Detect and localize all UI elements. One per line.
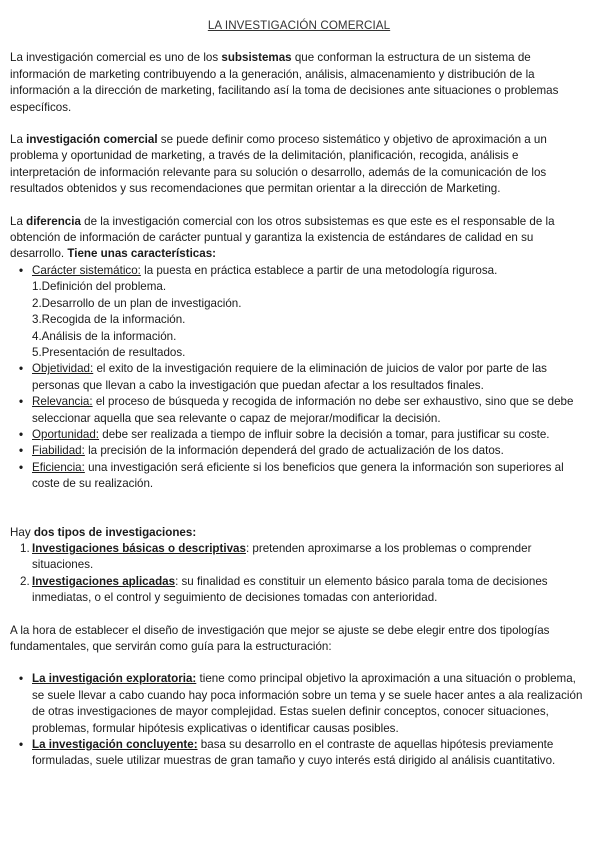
- bold-term: Tiene unas características:: [67, 247, 217, 261]
- step-item: 1.Definición del problema.: [32, 280, 167, 294]
- paragraph-design-intro: A la hora de establecer el diseño de investigación que mejor se ajuste se debe elegir entre dos tipologías fundamentales, que servirán como guía para la estructuración:: [10, 623, 550, 653]
- type-text: : pretenden aproximarse a los problemas o comprender situaciones.: [32, 541, 532, 572]
- type-text: : su finalidad es constituir un elemento básico parala toma de decisiones inmediatas, o el control y seguimiento de decisiones tomadas con anterioridad.: [32, 574, 548, 605]
- spacer: [10, 493, 588, 525]
- text: de la investigación comercial con los otros subsistemas es que este es el responsable de la obtención de información de carácter puntual y garantiza la existencia de estándares de calidad en su desarrollo.: [10, 214, 555, 261]
- designs-list: [10, 671, 588, 769]
- design-term: La investigación exploratoria:: [32, 672, 197, 686]
- list-item: [32, 460, 588, 493]
- characteristic-text: la precisión de la información dependerá del grado de actualización de los datos.: [84, 444, 504, 458]
- design-text: basa su desarrollo en el contraste de aquellas hipótesis previamente formuladas, suele utilizar muestras de gran tamaño y cuyo interés está dirigido al análisis cuantitativo.: [32, 738, 556, 768]
- type-term: Investigaciones básicas o descriptivas: [32, 541, 246, 555]
- paragraph-types-intro: [10, 525, 588, 541]
- characteristic-term: Oportunidad:: [32, 427, 100, 441]
- text: se puede definir como proceso sistemático y objetivo de aproximación a un problema y oportunidad de marketing, a través de la delimitación, planificación, recogida, análisis e interpretación de información relevante para su solución o desarrollo, además de la comunicación de los resultados obtenidos y sus recomendaciones que permitan orientar a la dirección de Marketing.: [10, 133, 547, 196]
- text: La investigación comercial es uno de los: [10, 51, 222, 65]
- characteristic-text: una investigación será eficiente si los beneficios que genera la información son superiores al coste de su realización.: [32, 460, 564, 491]
- bold-term: subsistemas: [221, 51, 292, 65]
- list-item: [32, 394, 588, 427]
- step-item: 2.Desarrollo de un plan de investigación.: [32, 296, 242, 310]
- characteristic-term: Eficiencia:: [32, 460, 85, 474]
- characteristic-text: debe ser realizada a tiempo de influir sobre la decisión a tomar, para justificar su coste.: [99, 427, 550, 441]
- characteristics-list: [10, 263, 588, 493]
- bold-term: investigación comercial: [26, 133, 158, 147]
- paragraph-difference: [10, 214, 588, 263]
- characteristic-term: Carácter sistemático:: [32, 263, 141, 277]
- list-item: [20, 574, 588, 607]
- list-item: [32, 737, 588, 770]
- spacer: [10, 655, 588, 671]
- text: La: [10, 133, 27, 147]
- list-item: [32, 263, 588, 361]
- characteristic-term: Fiabilidad:: [32, 444, 85, 458]
- bold-term: dos tipos de investigaciones:: [33, 525, 197, 539]
- types-list: [10, 541, 588, 607]
- step-item: 4.Análisis de la información.: [32, 329, 177, 343]
- characteristic-term: Relevancia:: [32, 395, 93, 409]
- list-item: [32, 361, 588, 394]
- step-item: 5.Presentación de resultados.: [32, 345, 186, 359]
- text: Hay: [10, 525, 34, 539]
- paragraph-definition: [10, 132, 588, 198]
- list-item: [32, 671, 588, 737]
- text: que conforman la estructura de un sistema de información de marketing contribuyendo a la generación, análisis, almacenamiento y distribución de la información a la dirección de marketing, facilitando así la toma de decisiones ante situaciones o problemas específicos.: [10, 51, 559, 114]
- characteristic-text: la puesta en práctica establece a partir de una metodología rigurosa.: [140, 263, 498, 277]
- characteristic-text: el proceso de búsqueda y recogida de información no debe ser exhaustivo, sino que se debe seleccionar aquella que sea relevante o capaz de mejorar/modificar la decisión.: [32, 395, 574, 425]
- steps-list: [32, 279, 588, 361]
- characteristic-term: Objetividad:: [32, 362, 94, 376]
- bold-term: diferencia: [26, 214, 81, 228]
- list-item: [20, 541, 588, 574]
- step-item: 3.Recogida de la información.: [32, 313, 186, 327]
- item-number: 1.: [20, 541, 30, 555]
- list-item: [32, 427, 588, 443]
- characteristic-text: el exito de la investigación requiere de la eliminación de juicios de valor por parte de las personas que llevan a cabo la investigación que puedan afectar a los resultados finales.: [32, 362, 547, 392]
- type-term: Investigaciones aplicadas: [32, 574, 176, 588]
- list-item: [32, 443, 588, 459]
- item-number: 2.: [20, 574, 30, 588]
- design-text: tiene como principal objetivo la aproximación a una situación o problema, se suele llevar a cabo cuando hay poca información sobre un tema y se suele hacer antes a ala realización de otras investigaciones de mayor complejidad. Estas suelen definir conceptos, conocer situaciones, problemas, formular hipótesis explicativas o identificar causas posibles.: [32, 672, 583, 735]
- design-term: La investigación concluyente:: [32, 738, 198, 752]
- spacer: [10, 607, 588, 623]
- text: La: [10, 214, 27, 228]
- paragraph-intro: [10, 50, 588, 116]
- page-title: LA INVESTIGACIÓN COMERCIAL: [207, 19, 391, 32]
